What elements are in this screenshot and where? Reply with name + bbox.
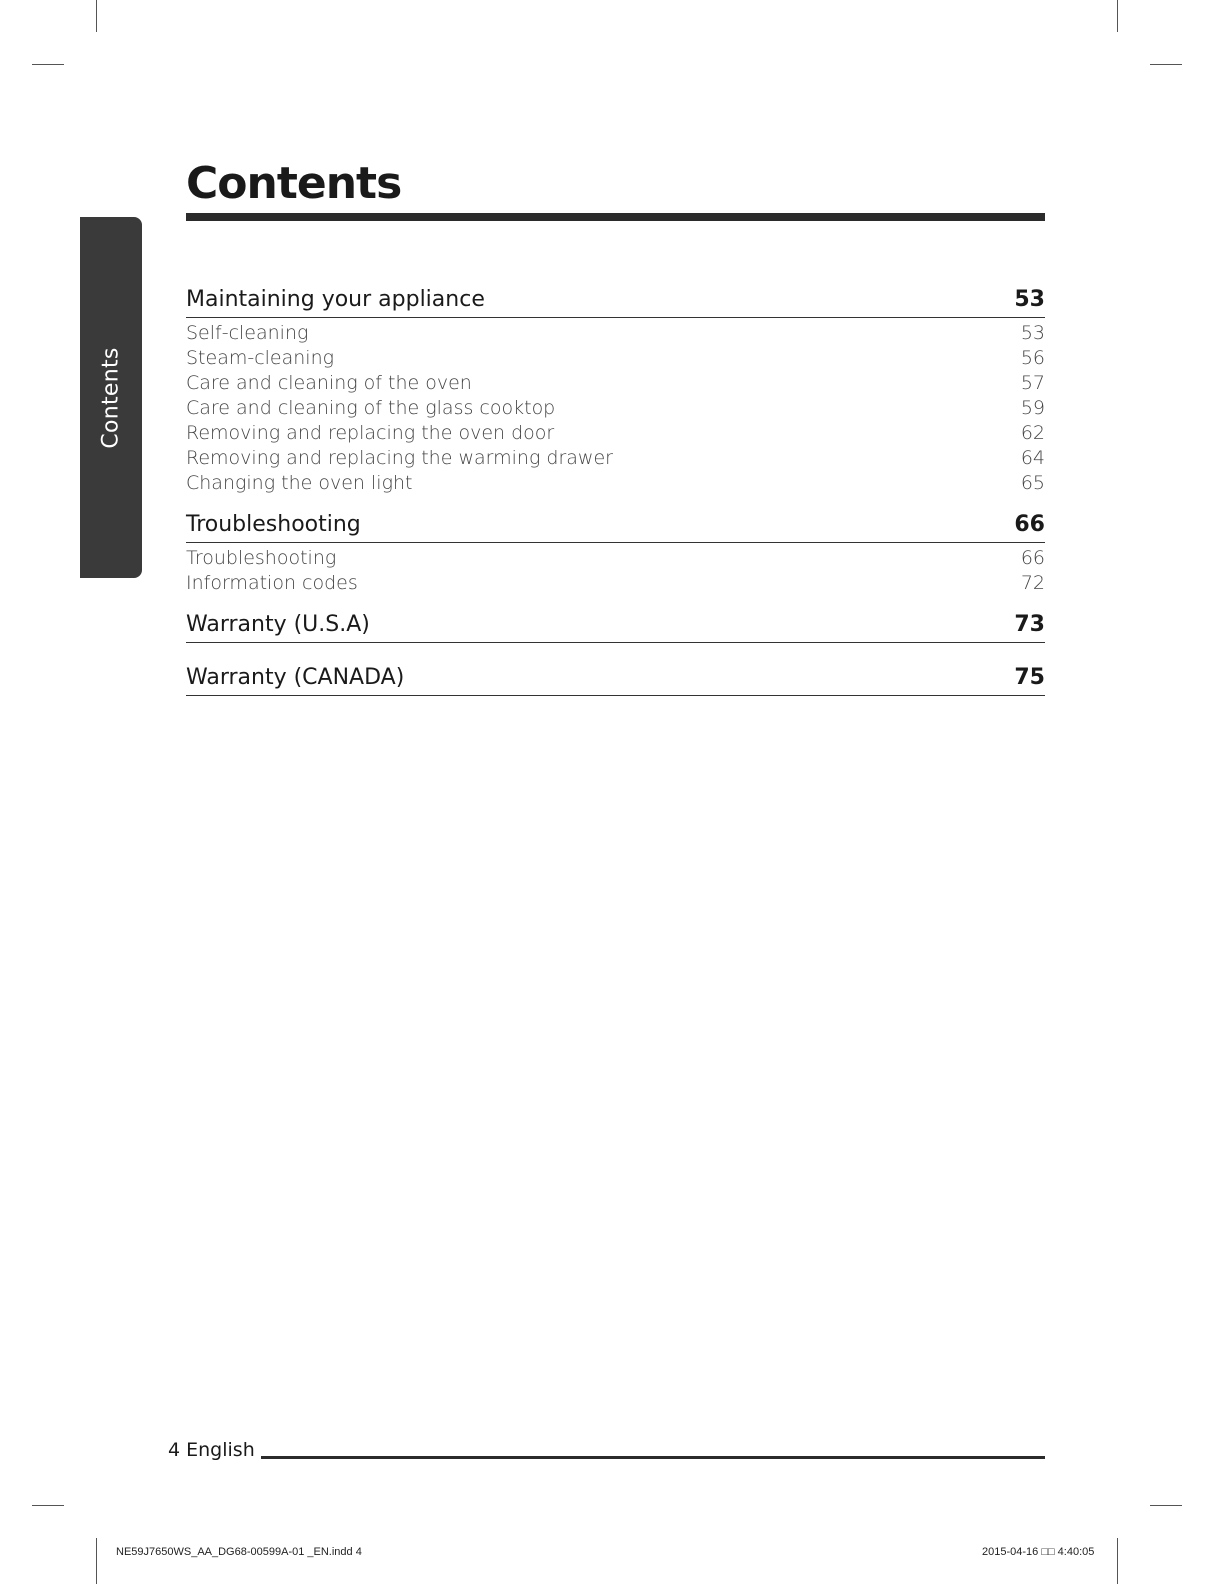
toc-item-title: Care and cleaning of the glass cooktop [186,397,556,419]
section-title: Troubleshooting [186,512,361,537]
side-tab-label: Contents [98,346,124,449]
section-title: Warranty (U.S.A) [186,612,370,637]
toc-item-title: Care and cleaning of the oven [186,372,472,394]
crop-mark-left-top [32,64,64,65]
toc-item[interactable] [186,471,1045,496]
toc-item-page: 53 [1020,322,1045,344]
crop-mark-bottom-left [96,1538,97,1584]
table-of-contents [186,285,1045,696]
footer-rule [261,1456,1045,1459]
section-page-number: 73 [1014,612,1045,637]
crop-mark-top-left [96,0,97,32]
footer-page-label: 4 English [168,1439,255,1461]
crop-mark-right-top [1150,64,1182,65]
toc-item-page: 57 [1020,372,1045,394]
toc-item[interactable] [186,396,1045,421]
print-file-info: NE59J7650WS_AA_DG68-00599A-01 _EN.indd 4 [116,1546,362,1558]
toc-item-title: Removing and replacing the warming drawer [186,447,613,469]
toc-item-title: Information codes [186,572,358,594]
crop-mark-top-right [1117,0,1118,32]
toc-item-title: Steam-cleaning [186,347,335,369]
crop-mark-right-bottom [1150,1505,1182,1506]
toc-item[interactable] [186,571,1045,596]
toc-item[interactable] [186,346,1045,371]
toc-item-title: Self-cleaning [186,322,309,344]
toc-section-warranty-usa [186,610,1045,643]
toc-section-heading[interactable] [186,610,1045,643]
crop-mark-bottom-right [1117,1538,1118,1584]
side-tab [80,217,142,578]
toc-item[interactable] [186,446,1045,471]
toc-section-troubleshooting [186,510,1045,596]
page-footer [168,1438,1045,1462]
toc-section-heading[interactable] [186,510,1045,543]
toc-item-page: 66 [1020,547,1045,569]
toc-item[interactable] [186,371,1045,396]
toc-item-page: 56 [1020,347,1045,369]
toc-item-page: 72 [1020,572,1045,594]
section-title: Warranty (CANADA) [186,665,405,690]
toc-item-title: Changing the oven light [186,472,413,494]
toc-item-title: Removing and replacing the oven door [186,422,555,444]
toc-section-heading[interactable] [186,285,1045,318]
toc-item-page: 59 [1020,397,1045,419]
section-page-number: 53 [1014,287,1045,312]
section-title: Maintaining your appliance [186,287,485,312]
toc-item[interactable] [186,546,1045,571]
toc-item-title: Troubleshooting [186,547,337,569]
section-page-number: 66 [1014,512,1045,537]
title-rule [186,213,1045,221]
toc-section-maintaining [186,285,1045,496]
crop-mark-left-bottom [32,1505,64,1506]
toc-item[interactable] [186,421,1045,446]
toc-item-page: 64 [1020,447,1045,469]
toc-section-warranty-canada [186,663,1045,696]
toc-item[interactable] [186,321,1045,346]
print-timestamp: 2015-04-16 □□ 4:40:05 [982,1546,1095,1558]
toc-item-page: 62 [1020,422,1045,444]
page-title: Contents [186,158,402,209]
toc-item-page: 65 [1020,472,1045,494]
toc-section-heading[interactable] [186,663,1045,696]
section-page-number: 75 [1014,665,1045,690]
